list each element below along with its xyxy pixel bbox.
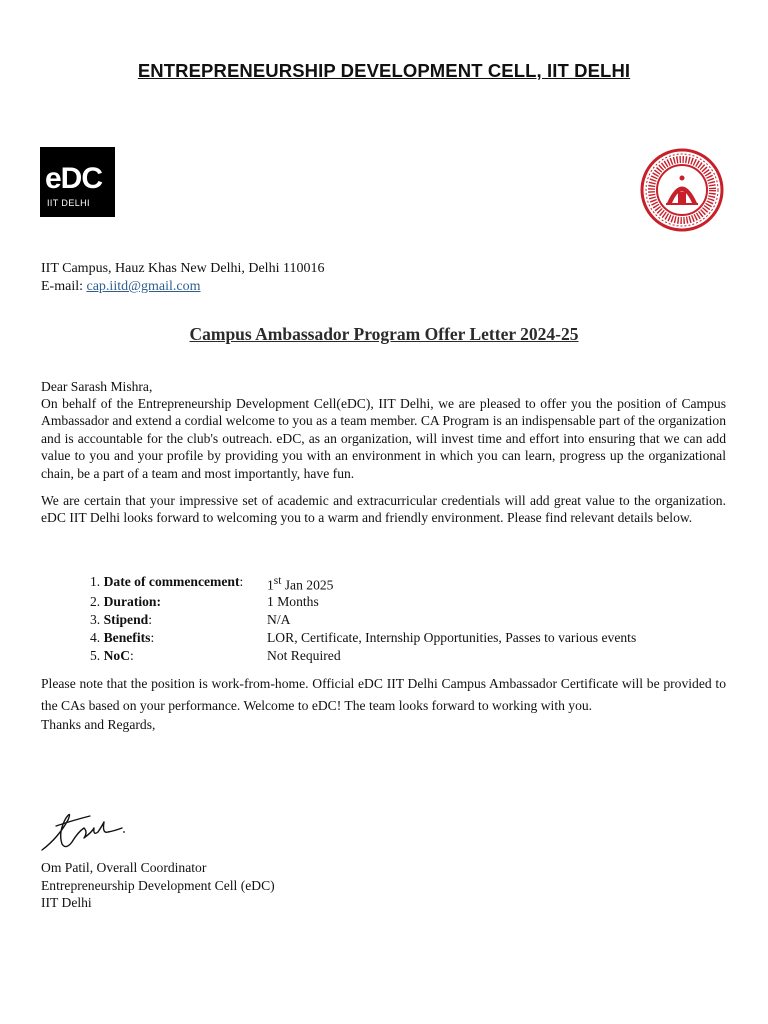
letter-heading: ENTREPRENEURSHIP DEVELOPMENT CELL, IIT DELHI — [137, 60, 631, 81]
detail-number: 5. — [90, 648, 101, 663]
detail-label: Stipend — [103, 612, 149, 627]
paragraph-intro: On behalf of the Entrepreneurship Development Cell(eDC), IIT Delhi, we are pleased to offer you the position of Campus Ambassador and extend a cordial welcome to you as a team member. CA Program is an indispensable part of the organization and is accountable for the club's outreach. eDC, as an organization, will invest time and effort into ensuring that we can add value to you and your profile by providing you with an environment in which you can learn, progress up the organizational chain, be a part of a team and most importantly, have fun. — [41, 396, 726, 481]
detail-label: Date of commencement — [103, 574, 240, 589]
detail-label: Duration: — [103, 594, 162, 609]
detail-value-ordinal: st — [273, 575, 282, 587]
detail-label: Benefits — [103, 630, 151, 645]
edc-logo — [40, 147, 115, 217]
detail-row-commencement — [90, 570, 636, 593]
paragraph-work-from-home: Please note that the position is work-from-home. Official eDC IIT Delhi Campus Ambassador Certificate will be provided to the CAs based on your performance. Welcome to eDC! The team looks forward to working with you. — [41, 676, 726, 713]
letter-title: Campus Ambassador Program Offer Letter 2024-25 — [189, 324, 579, 344]
handwritten-signature — [38, 798, 128, 858]
detail-value: N/A — [267, 612, 291, 627]
signatory-org: Entrepreneurship Development Cell (eDC) — [41, 877, 275, 893]
address-block — [41, 260, 324, 296]
signatory-name: Om Patil, Overall Coordinator — [41, 860, 207, 875]
edc-logo-mark: eDC — [45, 162, 103, 195]
paragraph-credentials: We are certain that your impressive set of academic and extracurricular credentials will add great value to the organization. eDC IIT Delhi looks forward to welcoming you to a warm and friendly environment. Please find relevant details below. — [41, 493, 726, 526]
detail-row-noc — [90, 647, 636, 665]
detail-separator: : — [150, 630, 155, 645]
detail-value-day: 1 — [267, 577, 274, 593]
detail-number: 3. — [90, 612, 101, 627]
closing-line: Thanks and Regards, — [41, 717, 156, 732]
detail-value: 1 Months — [267, 594, 319, 609]
detail-value: LOR, Certificate, Internship Opportunities, Passes to various events — [267, 630, 637, 645]
email-label: E-mail: — [41, 279, 87, 294]
signoff-block — [41, 859, 275, 912]
detail-separator: : — [148, 612, 152, 627]
detail-number: 2. — [90, 594, 101, 609]
detail-value: Not Required — [267, 648, 341, 663]
detail-row-stipend — [90, 611, 636, 629]
edc-logo-subtitle: IIT DELHI — [47, 198, 90, 208]
detail-value: Jan 2025 — [281, 577, 334, 593]
detail-row-duration — [90, 593, 636, 611]
email-line — [41, 278, 324, 296]
detail-number: 4. — [90, 630, 101, 645]
detail-number: 1. — [90, 574, 101, 589]
email-link[interactable]: cap.iitd@gmail.com — [86, 279, 201, 294]
signatory-institute: IIT Delhi — [41, 895, 92, 911]
detail-separator: : — [130, 648, 134, 663]
detail-label: NoC — [103, 648, 131, 663]
detail-row-benefits — [90, 629, 636, 647]
detail-separator: : — [239, 574, 244, 589]
offer-details-list — [90, 570, 636, 665]
address-line: IIT Campus, Hauz Khas New Delhi, Delhi 110016 — [41, 261, 325, 276]
salutation: Dear Sarash Mishra, — [41, 379, 153, 394]
iit-delhi-seal-icon — [640, 148, 724, 232]
